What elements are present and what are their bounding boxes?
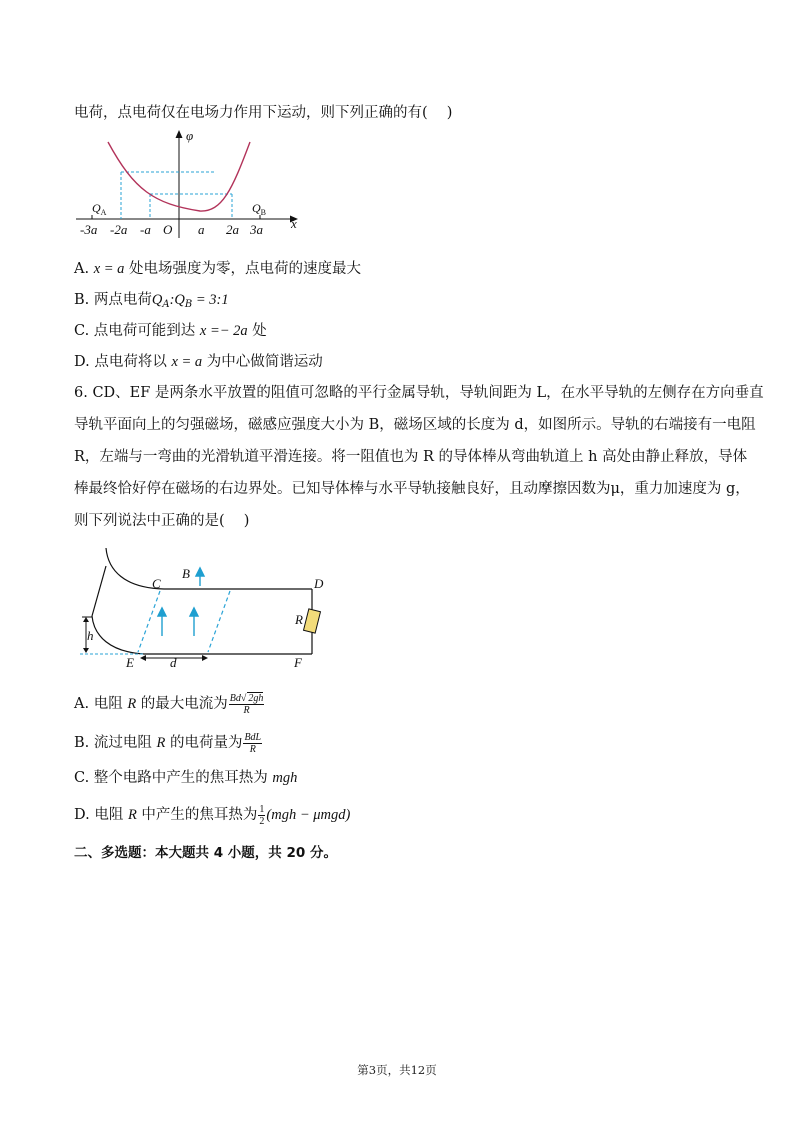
question-6-stem-line: 则下列说法中正确的是( ) — [74, 513, 250, 529]
q5-option-a: A. x = a 处电场强度为零，点电荷的速度最大 — [74, 261, 362, 277]
label-d-length: d — [170, 655, 177, 670]
field-left-boundary — [138, 591, 160, 652]
tick-label: 2a — [226, 222, 239, 237]
y-axis-arrow — [176, 130, 183, 138]
dashed-guides — [121, 172, 232, 219]
phi-label: φ — [186, 128, 194, 143]
question-6-stem-line: 导轨平面向上的匀强磁场，磁感应强度大小为 B，磁场区域的长度为 d，如图所示。导轨的右端接有一电阻 — [74, 417, 756, 433]
question-6-stem-line: R，左端与一弯曲的光滑轨道平滑连接。将一阻值也为 R 的导体棒从弯曲轨道上 h 高处由静止释放，导体 — [74, 449, 748, 465]
tick-label: 3a — [250, 222, 263, 237]
tick-label: O — [163, 222, 173, 237]
label-c: C — [152, 576, 161, 591]
lower-curved-rail — [92, 616, 144, 654]
q5-option-d: D. 点电荷将以 x = a 为中心做简谐运动 — [74, 354, 323, 370]
question-5-stem: 电荷，点电荷仅在电场力作用下运动，则下列正确的有( ) — [74, 105, 453, 121]
question-6-stem-line: 棒最终恰好停在磁场的右边界处。已知导体棒与水平导轨接触良好，且动摩擦因数为μ，重力加速度为 g， — [74, 481, 750, 497]
q6-option-a: A. 电阻 R 的最大电流为 $\frac{Bd√ 2gh}{R}$ — [74, 692, 264, 716]
label-f: F — [294, 655, 302, 670]
rail-left-edge — [92, 566, 106, 616]
tick-label: -a — [140, 222, 151, 237]
q5-option-c: C. 点电荷可能到达 x =− 2a 处 — [74, 323, 267, 339]
page-footer: 第3页，共12页 — [357, 1063, 437, 1077]
q6-option-c: C. 整个电路中产生的焦耳热为 mgh — [74, 770, 298, 786]
tick-label: a — [198, 222, 205, 237]
question-6-stem-line: 6. CD、EF 是两条水平放置的阻值可忽略的平行金属导轨，导轨间距为 L，在水平导轨的左侧存在方向垂直 — [74, 385, 764, 401]
tick-label: -3a — [80, 222, 98, 237]
charge-qb-label: $Q_B$ — [252, 201, 267, 217]
label-h: h — [87, 628, 94, 643]
tick-label: -2a — [110, 222, 128, 237]
field-right-boundary — [208, 591, 230, 652]
potential-graph — [74, 128, 304, 243]
section-heading-multiple-choice: 二、多选题：本大题共 4 小题，共 20 分。 — [74, 845, 337, 861]
label-r: R — [295, 612, 303, 627]
q6-option-d: D. 电阻 R 中产生的焦耳热为 $\frac{1}{2}$ (mgh − μmgd) — [74, 803, 351, 827]
fraction: $\frac{1}{2}$ — [259, 803, 265, 827]
resistor — [304, 609, 321, 633]
q5-option-b: B. 两点电荷$Q_A:Q_B$ = 3:1 — [74, 292, 229, 310]
x-label: x — [291, 216, 297, 231]
fraction: $\frac{\text{BdL}}{R}$ — [244, 731, 262, 755]
fraction: $\frac{Bd√ 2gh}{R}$ — [229, 692, 264, 716]
rail-diagram — [74, 544, 344, 672]
label-e: E — [126, 655, 134, 670]
label-b: B — [182, 566, 190, 581]
q6-option-b: B. 流过电阻 R 的电荷量为 $\frac{\text{BdL}}{R}$ — [74, 731, 262, 755]
label-d: D — [314, 576, 324, 591]
charge-qa-label: $Q_A$ — [92, 201, 107, 217]
